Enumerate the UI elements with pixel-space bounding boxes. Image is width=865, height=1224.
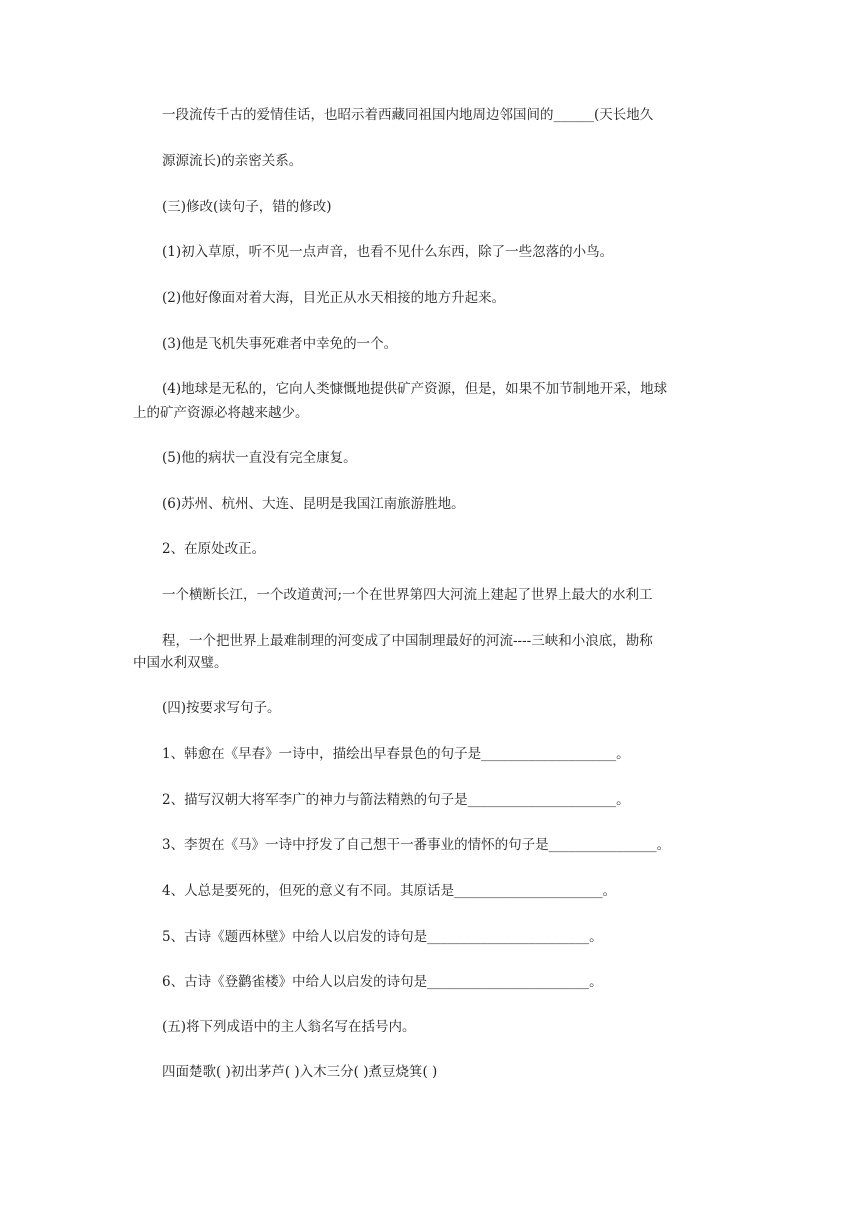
question-line: 6、古诗《登鹳雀楼》中给人以启发的诗句是________________________。 [162,974,603,990]
paragraph-line: (3)他是飞机失事死难者中幸免的一个。 [162,336,398,352]
question-line: 3、李贺在《马》一诗中抒发了自己想干一番事业的情怀的句子是________________。 [162,837,671,853]
paragraph-line: (1)初入草原，听不见一点声音，也看不见什么东西，除了一些忽落的小鸟。 [162,244,614,260]
paragraph-line: (2)他好像面对着大海，目光正从水天相接的地方升起来。 [162,290,506,306]
paragraph-line: (5)他的病状一直没有完全康复。 [162,450,357,466]
question-line: 5、古诗《题西林壁》中给人以启发的诗句是________________________。 [162,929,603,945]
question-line: 2、描写汉朝大将军李广的神力与箭法精熟的句子是______________________。 [162,792,630,808]
paragraph-line: (4)地球是无私的，它向人类慷慨地提供矿产资源，但是，如果不加节制地开采，地球 [162,381,668,397]
paragraph-line: 源源流长)的亲密关系。 [162,153,303,169]
section-heading: (五)将下列成语中的主人翁名写在括号内。 [162,1019,416,1035]
section-heading: 2、在原处改正。 [162,541,266,557]
question-line: 1、韩愈在《早春》一诗中，描绘出早春景色的句子是____________________。 [162,746,630,762]
paragraph-line: 程，一个把世界上最难制理的河变成了中国制理最好的河流----三峡和小浪底，勘称 [162,633,653,649]
section-heading: (四)按要求写句子。 [162,700,281,716]
paragraph-line: 一个横断长江，一个改道黄河;一个在世界第四大河流上建起了世界上最大的水利工 [162,587,653,603]
paragraph-line: (6)苏州、杭州、大连、昆明是我国江南旅游胜地。 [162,496,465,512]
paragraph-line: 中国水利双璧。 [133,655,228,671]
paragraph-line: 一段流传千古的爱情佳话，也昭示着西藏同祖国内地周边邻国间的______(天长地久 [162,107,654,123]
question-line: 4、人总是要死的，但死的意义有不同。其原话是______________________。 [162,883,617,899]
section-heading: (三)修改(读句子，错的修改) [162,199,332,215]
paragraph-line: 上的矿产资源必将越来越少。 [133,405,309,421]
paragraph-line: 四面楚歌( )初出茅芦( )入木三分( )煮豆烧箕( ) [162,1064,438,1080]
